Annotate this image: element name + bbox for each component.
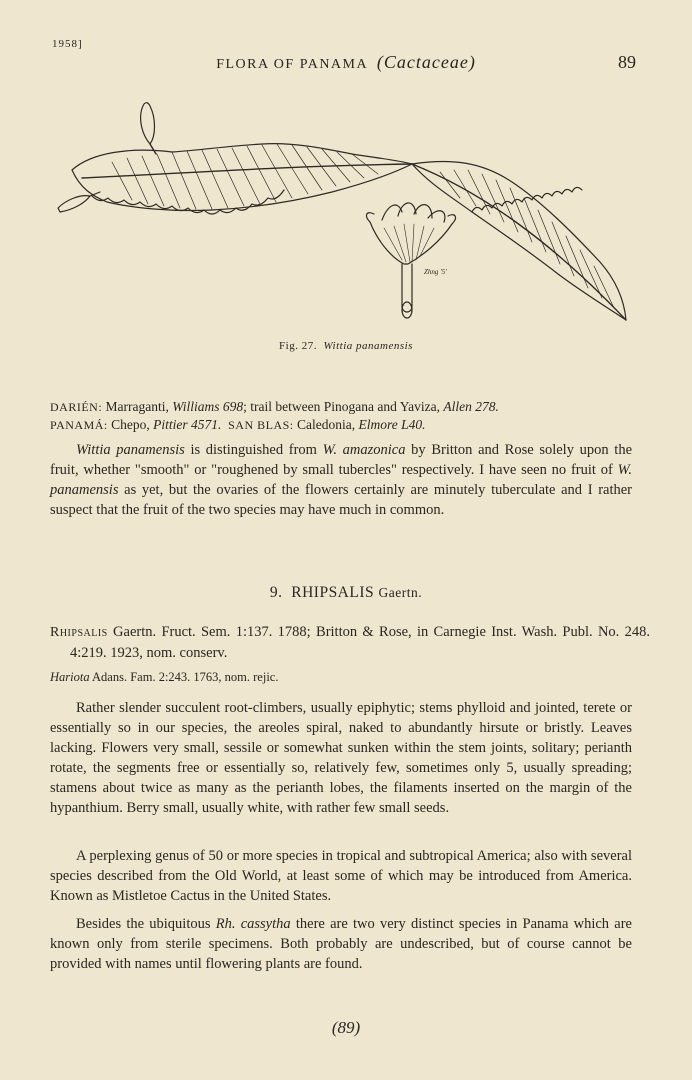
- small-bud: [58, 196, 90, 212]
- discussion-paragraph: [50, 440, 632, 520]
- taxon-name: Rh. cassytha: [215, 916, 291, 932]
- body-text: there are two very distinct species in Panama which are known only from sterile specimens. Both probably are undescribed, but of course cannot be provided with names until flowering plants are found.: [50, 916, 632, 972]
- botanical-illustration: [52, 92, 642, 332]
- collector-number: Pittier 4571.: [153, 417, 222, 432]
- left-stem-midrib: [82, 164, 412, 178]
- locality-records: [50, 398, 632, 434]
- citation-text: Gaertn. Fruct. Sem. 1:137. 1788; Britton & Rose, in Carnegie Inst. Wash. Publ. No. 248. 4:219. 1923, nom. conserv.: [70, 624, 650, 661]
- genus-citation: [50, 622, 650, 663]
- figure-caption: [0, 340, 692, 352]
- taxon-name: W. panamensis: [50, 462, 632, 498]
- genus-heading: [0, 584, 692, 602]
- right-stem-margin: [472, 187, 582, 212]
- running-head: [0, 52, 692, 73]
- locality-text: Marraganti,: [105, 399, 169, 414]
- flower-detail: [367, 203, 456, 318]
- body-text: is distinguished from: [184, 442, 323, 458]
- page-number: 89: [618, 52, 636, 72]
- locality-text: Caledonia,: [297, 417, 356, 432]
- body-text: Besides the ubiquitous: [76, 916, 216, 932]
- collector-number: Elmore L40.: [358, 417, 426, 432]
- synonym-name: Hariota: [50, 670, 90, 684]
- taxon-name: Wittia panamensis: [76, 442, 185, 458]
- genus-description: Rather slender succulent root-climbers, usually epiphytic; stems phylloid and jointed, terete or essentially so in our species, the areoles spiral, naked to abundantly hirsute or bristly. Leaves lacking. Flowers very small, sessile or somewhat sunken within the stem joints, solitary; perianth rotate, the segments free or essentially so, relatively few, sometimes only 5, usually spreading; stamens about twice as many as the perianth lobes, the filaments inserted on the margin of the hypanthium. Berry small, usually white, with rather few small seeds.: [50, 700, 632, 816]
- synonym-text: Adans. Fam. 2:243. 1763, nom. rejic.: [89, 670, 279, 684]
- taxon-name: W. amazonica: [322, 442, 406, 458]
- running-head-title: FLORA OF PANAMA: [216, 57, 369, 72]
- locality-text: ; trail between Pinogana and Yaviza,: [243, 399, 440, 414]
- flower-bud: [141, 103, 155, 144]
- collector-number: Allen 278.: [443, 399, 499, 414]
- locality-text: Chepo,: [111, 417, 150, 432]
- footer-page-number: (89): [331, 1018, 361, 1037]
- synonym-citation: [50, 668, 632, 686]
- genus-authority: Gaertn.: [378, 585, 423, 600]
- region-panama: PANAMÁ:: [50, 418, 108, 432]
- genus-number: 9.: [269, 584, 283, 601]
- region-san-blas: SAN BLAS:: [228, 418, 294, 432]
- genus-name: RHIPSALIS: [291, 584, 375, 601]
- running-head-family: (Cactaceae): [376, 52, 476, 72]
- volume-year: 1958]: [52, 38, 83, 50]
- region-darien: DARIÉN:: [50, 400, 103, 414]
- right-stem-outline: [412, 161, 626, 320]
- body-text: by Britton and Rose solely upon the fruit, whether "smooth" or "roughened by small tubercles" respectively. I have seen no fruit of: [50, 442, 632, 478]
- genus-distribution: A perplexing genus of 50 or more species in tropical and subtropical America; also with several species described from the Old World, at least some of which may be introduced from America. Known as Mistletoe Cactus in the United States.: [50, 848, 632, 904]
- artist-mark: Zhng '5': [424, 268, 447, 276]
- collector-number: Williams 698: [172, 399, 244, 414]
- citation-genus: Rhipsalis: [50, 625, 108, 640]
- figure-label: Fig. 27.: [279, 340, 317, 352]
- figure-taxon: Wittia panamensis: [323, 340, 413, 352]
- genus-notes: [50, 914, 632, 974]
- body-text: as yet, but the ovaries of the flowers certainly are minutely tuberculate and I rather suspect that the fruit of the two species may have much in common.: [50, 482, 632, 518]
